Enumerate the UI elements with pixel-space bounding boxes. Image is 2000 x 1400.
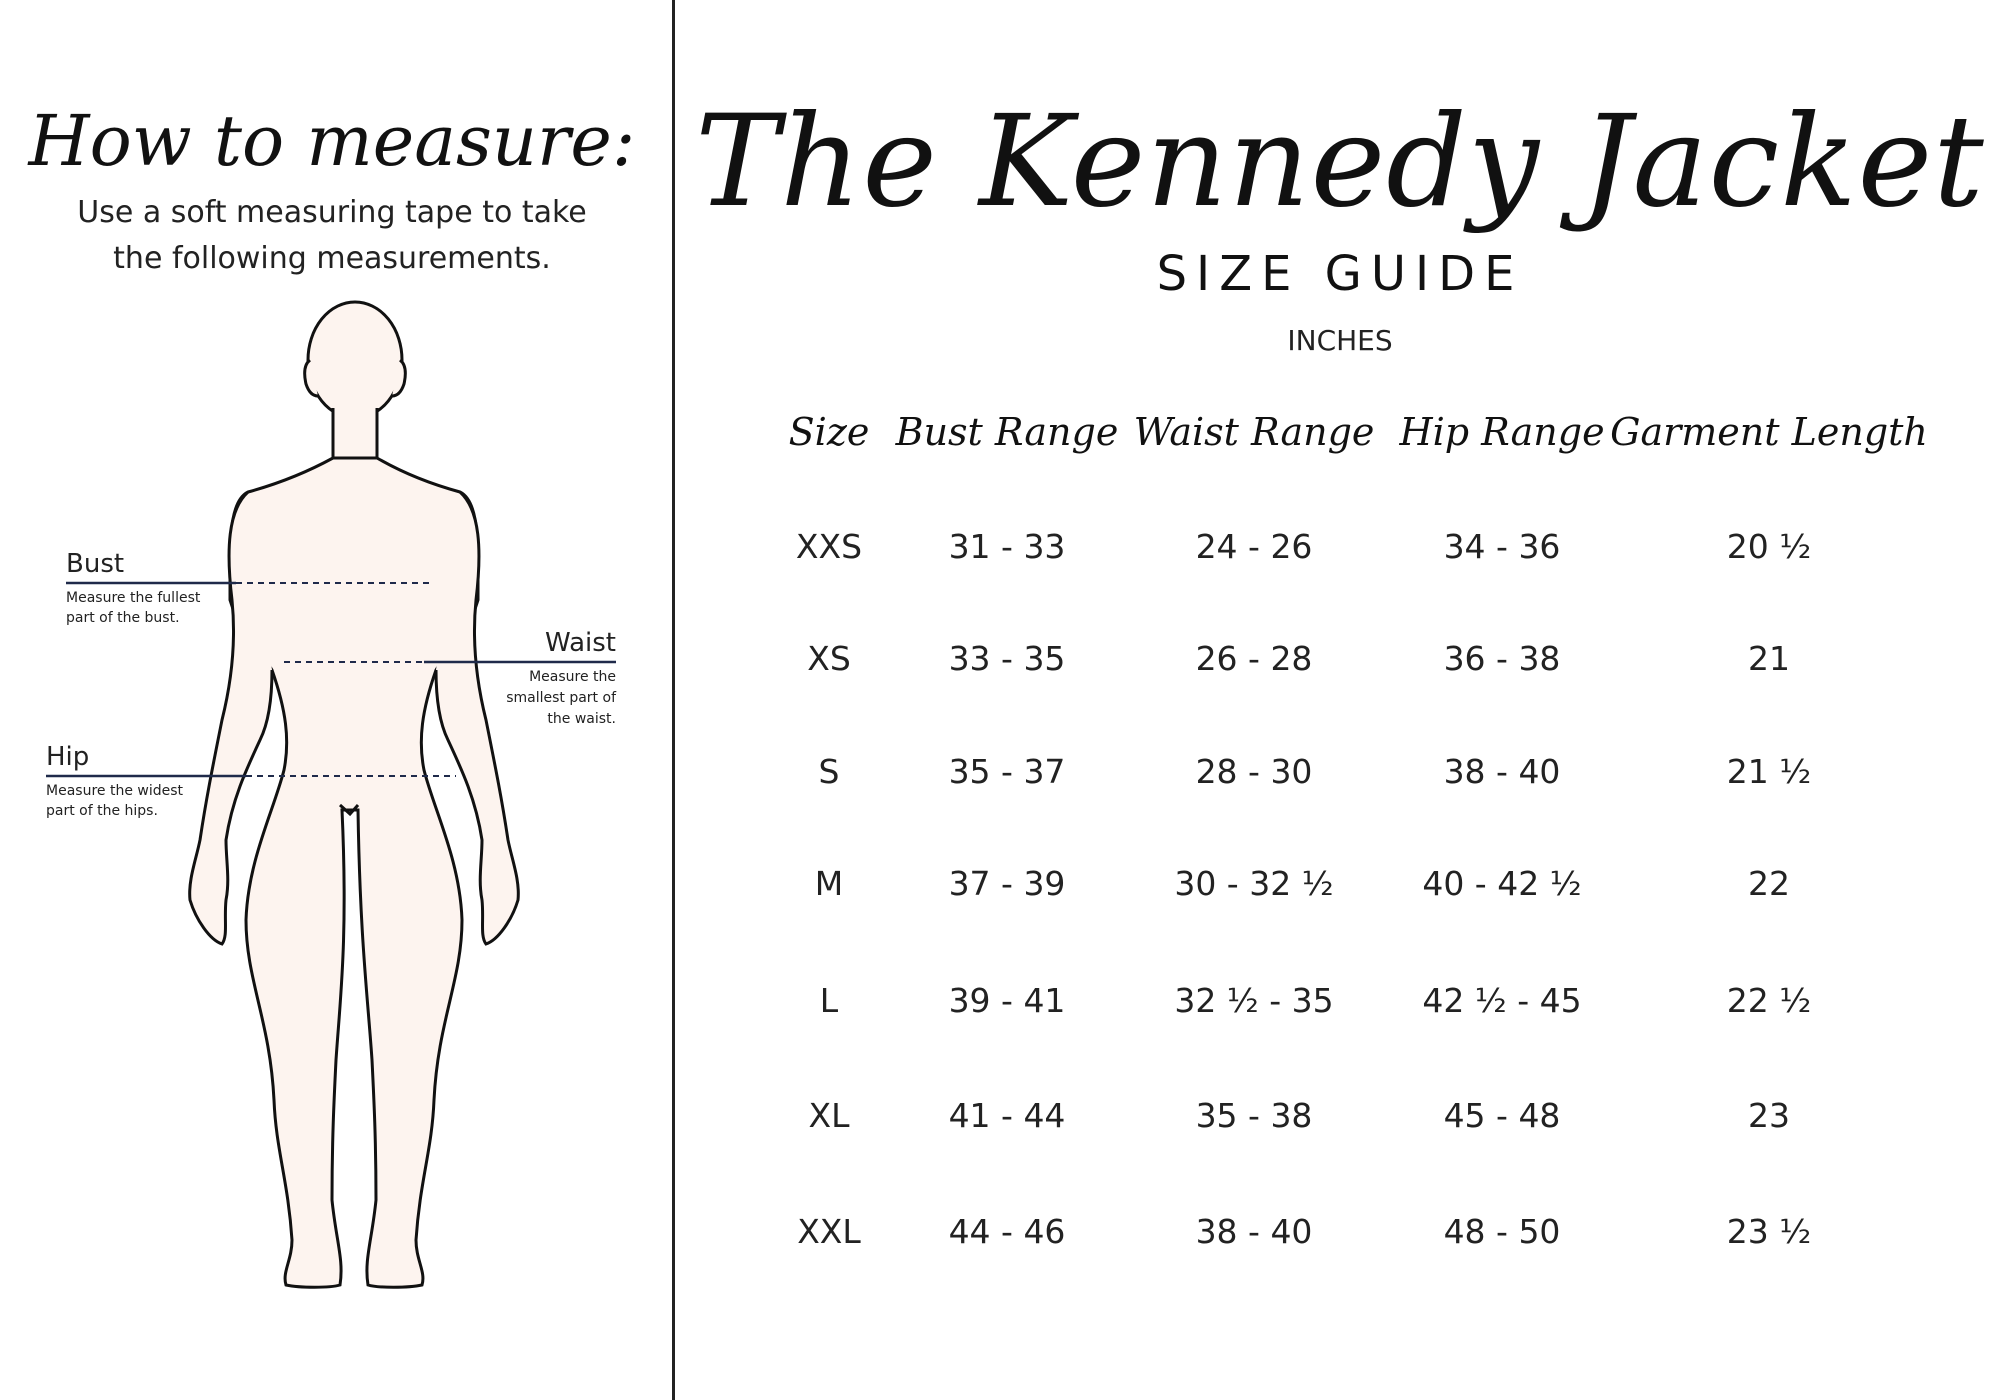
- measure-subtitle: [0, 190, 664, 282]
- table-cell-bust-range: 35 - 37: [948, 752, 1066, 791]
- table-cell-size: L: [819, 981, 839, 1020]
- table-cell-hip-range: 38 - 40: [1443, 752, 1561, 791]
- column-header-bust-range: Bust Range: [895, 410, 1119, 454]
- table-cell-waist-range: 30 - 32 ½: [1174, 864, 1334, 903]
- bust-label: Bust: [66, 549, 125, 579]
- bust-note-line: part of the bust.: [66, 610, 180, 626]
- table-cell-bust-range: 37 - 39: [948, 864, 1066, 903]
- measure-title: How to measure:: [28, 100, 636, 182]
- table-cell-hip-range: 34 - 36: [1443, 527, 1561, 566]
- table-cell-garment-length: 23 ½: [1726, 1212, 1812, 1251]
- table-cell-size: XS: [807, 639, 851, 678]
- table-cell-garment-length: 21: [1748, 639, 1790, 678]
- table-cell-waist-range: 35 - 38: [1195, 1096, 1313, 1135]
- table-cell-size: XXL: [797, 1212, 861, 1251]
- table-cell-bust-range: 39 - 41: [948, 981, 1066, 1020]
- table-cell-bust-range: 31 - 33: [948, 527, 1066, 566]
- table-cell-garment-length: 22: [1748, 864, 1790, 903]
- table-cell-size: M: [814, 864, 844, 903]
- table-cell-garment-length: 22 ½: [1726, 981, 1812, 1020]
- measure-subtitle-line: the following measurements.: [113, 241, 551, 276]
- measure-subtitle-line: Use a soft measuring tape to take: [77, 195, 587, 230]
- units-label: INCHES: [1287, 324, 1393, 357]
- table-cell-bust-range: 33 - 35: [948, 639, 1066, 678]
- bust-note-line: Measure the fullest: [66, 590, 201, 606]
- table-cell-garment-length: 21 ½: [1726, 752, 1812, 791]
- table-cell-waist-range: 24 - 26: [1195, 527, 1313, 566]
- table-cell-bust-range: 44 - 46: [948, 1212, 1066, 1251]
- waist-label: Waist: [545, 628, 616, 658]
- table-cell-waist-range: 38 - 40: [1195, 1212, 1313, 1251]
- table-cell-size: XL: [808, 1096, 850, 1135]
- table-cell-hip-range: 40 - 42 ½: [1422, 864, 1582, 903]
- size-guide-heading: SIZE GUIDE: [1156, 246, 1524, 302]
- table-cell-bust-range: 41 - 44: [948, 1096, 1066, 1135]
- column-header-garment-length: Garment Length: [1610, 410, 1928, 454]
- table-cell-waist-range: 28 - 30: [1195, 752, 1313, 791]
- hip-note-line: part of the hips.: [46, 803, 158, 819]
- column-header-size: Size: [788, 410, 870, 454]
- product-title: The Kennedy Jacket: [695, 88, 1985, 235]
- panel-divider: [672, 0, 675, 1400]
- table-cell-hip-range: 45 - 48: [1443, 1096, 1561, 1135]
- table-cell-size: XXS: [795, 527, 863, 566]
- body-silhouette: [190, 302, 519, 1287]
- table-cell-size: S: [818, 752, 840, 791]
- table-cell-hip-range: 48 - 50: [1443, 1212, 1561, 1251]
- column-header-waist-range: Waist Range: [1133, 410, 1375, 454]
- table-cell-waist-range: 32 ½ - 35: [1174, 981, 1334, 1020]
- waist-note-line: smallest part of: [506, 690, 616, 706]
- waist-note-line: Measure the: [529, 669, 616, 685]
- table-cell-hip-range: 36 - 38: [1443, 639, 1561, 678]
- table-cell-waist-range: 26 - 28: [1195, 639, 1313, 678]
- hip-note-line: Measure the widest: [46, 783, 183, 799]
- column-header-hip-range: Hip Range: [1399, 410, 1605, 454]
- table-cell-garment-length: 20 ½: [1726, 527, 1812, 566]
- body-figure-diagram: [0, 300, 664, 1300]
- waist-note-line: the waist.: [547, 711, 616, 727]
- hip-label: Hip: [46, 742, 90, 772]
- table-cell-garment-length: 23: [1748, 1096, 1790, 1135]
- table-cell-hip-range: 42 ½ - 45: [1422, 981, 1582, 1020]
